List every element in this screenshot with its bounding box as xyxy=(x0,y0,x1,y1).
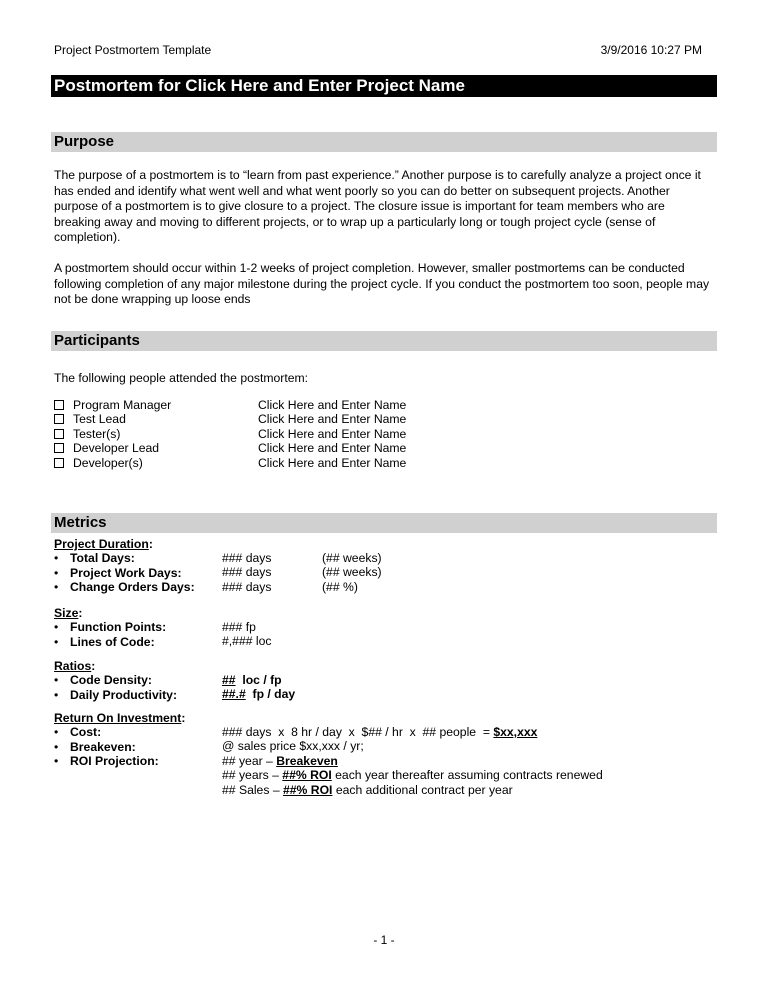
value-unit: fp / day xyxy=(245,687,296,702)
roi-percent: ##% ROI xyxy=(282,782,333,797)
checkbox[interactable] xyxy=(54,429,64,439)
roi-percent: ##% ROI xyxy=(282,768,332,783)
cost-total: $xx,xxx xyxy=(493,725,538,739)
page-title[interactable]: Postmortem for Click Here and Enter Project Name xyxy=(51,75,717,97)
roi-sales-rest: each additional contract per year xyxy=(332,782,513,797)
metrics-heading: Metrics xyxy=(51,513,717,533)
value-underlined: ## xyxy=(222,673,236,687)
roi-values xyxy=(222,725,603,797)
ratios-title: Ratios xyxy=(54,659,92,673)
roi-group xyxy=(54,711,185,769)
ratios-item: • Daily Productivity: xyxy=(54,688,177,702)
participant-name-field[interactable]: Click Here and Enter Name xyxy=(258,441,407,456)
colon: : xyxy=(78,606,83,620)
duration-group xyxy=(54,537,195,595)
role-label: Developer Lead xyxy=(73,441,160,456)
participants-intro: The following people attended the postmortem: xyxy=(54,371,309,385)
size-item: • Function Points: xyxy=(54,620,166,634)
duration-value: ### days xyxy=(222,579,272,594)
participant-name-field[interactable]: Click Here and Enter Name xyxy=(258,426,407,441)
duration-title: Project Duration xyxy=(54,537,149,551)
duration-item: • Project Work Days: xyxy=(54,566,195,580)
checkbox[interactable] xyxy=(54,400,64,410)
role-label: Developer(s) xyxy=(73,455,143,470)
roi-years-rest: each year thereafter assuming contracts renewed xyxy=(331,768,603,783)
participant-name-field[interactable]: Click Here and Enter Name xyxy=(258,455,407,470)
colon: : xyxy=(91,659,96,673)
roi-item: • Cost: xyxy=(54,725,185,739)
print-date: 3/9/2016 10:27 PM xyxy=(600,43,702,57)
code-density-value xyxy=(222,673,295,687)
role-label: Test Lead xyxy=(73,412,126,427)
roi-years-text: ## years – xyxy=(222,768,283,783)
document-name: Project Postmortem Template xyxy=(54,43,212,57)
purpose-body xyxy=(54,168,714,308)
roi-sales-text: ## Sales – xyxy=(222,782,283,797)
role-label: Program Manager xyxy=(73,398,172,412)
purpose-paragraph-1: The purpose of a postmortem is to “learn from past experience.” Another purpose is to carefully analyze a project once it has ended and identify what went well and what went poorly so you can do better on subsequent projects. Another purpose of a postmortem is to give closure to a project. The closure issue is important for team members who are breaking away and moving to different projects, or to wrap up a particularly long or tough project cycle (sense of completion). xyxy=(54,168,701,245)
page-number: - 1 - xyxy=(373,933,395,947)
colon: : xyxy=(181,711,186,725)
participant-names xyxy=(258,398,406,470)
value-underlined: ##.# xyxy=(222,687,246,702)
checkbox[interactable] xyxy=(54,458,64,468)
duration-item: • Total Days: xyxy=(54,551,195,565)
ratios-group xyxy=(54,659,177,702)
participants-heading: Participants xyxy=(51,331,717,351)
ratios-values xyxy=(222,673,295,702)
value-unit: loc / fp xyxy=(235,673,282,687)
participant-row[interactable] xyxy=(54,456,171,470)
participant-name-field[interactable]: Click Here and Enter Name xyxy=(258,412,407,427)
size-title: Size xyxy=(54,606,79,620)
duration-extra: (## weeks) xyxy=(322,565,382,580)
ratios-item: • Code Density: xyxy=(54,673,177,687)
duration-value: ### days xyxy=(222,565,272,580)
duration-values xyxy=(222,551,271,594)
size-group xyxy=(54,606,166,649)
size-item: • Lines of Code: xyxy=(54,635,166,649)
roi-year-line xyxy=(222,754,603,768)
colon: : xyxy=(148,537,153,551)
checkbox[interactable] xyxy=(54,414,64,424)
roi-year-text: ## year – xyxy=(222,753,277,768)
duration-value: ### days xyxy=(222,551,272,565)
roi-item: • Breakeven: xyxy=(54,740,185,754)
role-label: Tester(s) xyxy=(73,426,121,441)
breakeven-label: Breakeven xyxy=(276,753,338,768)
participant-roles xyxy=(54,398,171,470)
breakeven-value: @ sales price $xx,xxx / yr; xyxy=(222,739,364,754)
duration-extra: (## weeks) xyxy=(322,551,382,565)
participant-row[interactable] xyxy=(54,398,171,412)
purpose-paragraph-2: A postmortem should occur within 1-2 weeks of project completion. However, smaller postmortems can be conducted following completion of any major milestone during the project cycle. If you conduct the postmortem too soon, people may not be done wrapping up loose ends xyxy=(54,260,710,307)
size-value: #,### loc xyxy=(222,634,272,649)
roi-item: • ROI Projection: xyxy=(54,754,185,768)
participant-row[interactable] xyxy=(54,427,171,441)
participant-name-field[interactable]: Click Here and Enter Name xyxy=(258,398,407,412)
roi-sales-line xyxy=(222,783,603,797)
participant-row[interactable] xyxy=(54,441,171,455)
daily-productivity-value xyxy=(222,687,295,701)
roi-years-line xyxy=(222,768,603,782)
checkbox[interactable] xyxy=(54,443,64,453)
roi-title: Return On Investment xyxy=(54,711,182,725)
duration-extras xyxy=(322,551,382,594)
duration-extra: (## %) xyxy=(322,579,358,594)
size-values xyxy=(222,620,271,649)
participant-row[interactable] xyxy=(54,412,171,426)
size-value: ### fp xyxy=(222,620,256,634)
duration-item: • Change Orders Days: xyxy=(54,580,195,594)
cost-formula: ### days x 8 hr / day x $## / hr x ## people = xyxy=(222,725,494,739)
cost-value xyxy=(222,725,603,739)
purpose-heading: Purpose xyxy=(51,132,717,152)
